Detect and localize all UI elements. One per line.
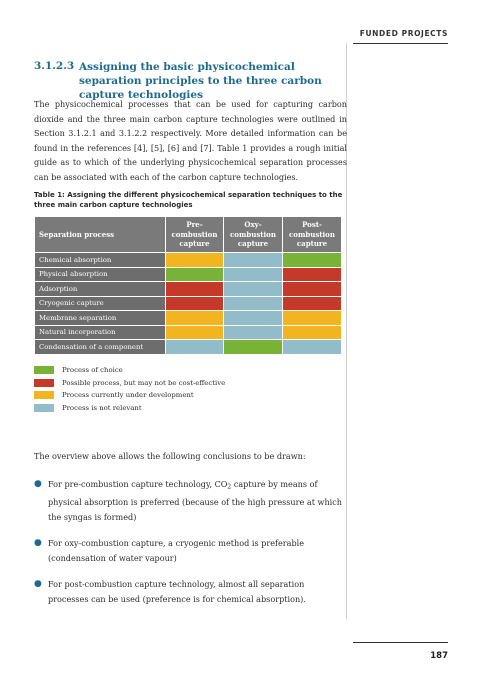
conclusions-intro: The overview above allows the following conclusions to be drawn:: [34, 451, 306, 461]
rating-cell: [224, 253, 283, 268]
row-label: Physical absorption: [35, 267, 166, 282]
rating-cell: [283, 340, 342, 355]
table-row: [35, 325, 342, 340]
table-caption: Table 1: Assigning the different physicochemical separation techniques to the three main carbon capture technologies: [34, 191, 343, 209]
bullet-icon: ●: [34, 579, 42, 589]
table-row: [35, 253, 342, 268]
rating-cell: [166, 253, 224, 268]
row-label: Chemical absorption: [35, 253, 166, 268]
legend: [34, 364, 225, 414]
conclusions-list: [34, 477, 347, 618]
rating-cell: [224, 340, 283, 355]
rating-cell: [166, 267, 224, 282]
table-row: [35, 340, 342, 355]
bullet-text-part: capture by means of physical absorption is preferred (because of the high pressure at which the syngas is formed): [48, 479, 343, 522]
rating-cell: [224, 311, 283, 326]
bullet-icon: ●: [34, 479, 42, 489]
row-label: Natural incorporation: [35, 325, 166, 340]
bullet-text: For post-combustion capture technology, almost all separation processes can be used (preference is for chemical absorption).: [48, 579, 306, 604]
row-label: Membrane separation: [35, 311, 166, 326]
header-line: combustion: [230, 229, 276, 239]
header-post-combustion: [283, 217, 342, 253]
legend-label: Process currently under development: [62, 391, 194, 400]
running-header: FUNDED PROJECTS: [359, 29, 448, 38]
table-header-row: [35, 217, 342, 253]
header-line: combustion: [289, 229, 335, 239]
rating-cell: [166, 311, 224, 326]
footer-rule: [353, 642, 448, 643]
header-separation-process: Separation process: [35, 217, 166, 253]
legend-item: [34, 364, 225, 377]
row-label: Condensation of a component: [35, 340, 166, 355]
header-line: Post-: [302, 220, 322, 230]
legend-swatch: [34, 379, 54, 387]
legend-label: Possible process, but may not be cost-effective: [62, 378, 226, 387]
list-item: [34, 536, 347, 565]
rating-cell: [224, 325, 283, 340]
legend-item: [34, 402, 225, 415]
page-number: 187: [430, 651, 448, 661]
section-title: Assigning the basic physicochemical separation principles to the three carbon capture technologies: [79, 61, 322, 101]
co2-subscript: 2: [227, 483, 232, 491]
header-rule: [353, 43, 448, 44]
rating-cell: [283, 325, 342, 340]
rating-cell: [283, 282, 342, 297]
table-row: [35, 282, 342, 297]
rating-cell: [224, 267, 283, 282]
rating-cell: [283, 296, 342, 311]
section-number: 3.1.2.3: [34, 60, 75, 72]
table-row: [35, 267, 342, 282]
intro-paragraph: The physicochemical processes that can be used for capturing carbon dioxide and the three main carbon capture technologies were outlined in Section 3.1.2.1 and 3.1.2.2 respectively. More detailed information can be found in the references [4], [5], [6] and [7]. Table 1 provides a rough initial guide as to which of the underlying physicochemical separation processes can be associated with each of the carbon capture technologies.: [34, 99, 347, 182]
rating-cell: [283, 311, 342, 326]
header-line: capture: [237, 239, 269, 249]
rating-cell: [166, 340, 224, 355]
table-row: [35, 311, 342, 326]
legend-item: [34, 377, 225, 390]
bullet-text-part: For pre-combustion capture technology, CO: [48, 479, 228, 489]
row-label: Cryogenic capture: [35, 296, 166, 311]
header-line: Oxy-: [244, 220, 262, 230]
row-label: Adsorption: [35, 282, 166, 297]
header-line: Pre-: [186, 220, 203, 230]
header-line: capture: [179, 239, 210, 249]
rating-cell: [224, 296, 283, 311]
legend-item: [34, 389, 225, 402]
rating-cell: [166, 282, 224, 297]
table-row: [35, 296, 342, 311]
header-oxy-combustion: [224, 217, 283, 253]
legend-label: Process is not relevant: [62, 403, 142, 412]
bullet-icon: ●: [34, 538, 42, 548]
separation-table: [34, 216, 342, 355]
rating-cell: [166, 325, 224, 340]
legend-swatch: [34, 391, 54, 399]
header-line: capture: [296, 239, 328, 249]
header-line: combustion: [171, 229, 218, 239]
rating-cell: [283, 253, 342, 268]
rating-cell: [166, 296, 224, 311]
legend-label: Process of choice: [62, 366, 123, 375]
header-pre-combustion: [166, 217, 224, 253]
bullet-text: [48, 477, 347, 524]
list-item: [34, 577, 347, 606]
legend-swatch: [34, 366, 54, 374]
legend-swatch: [34, 404, 54, 412]
list-item: [34, 477, 347, 524]
bullet-text: For oxy-combustion capture, a cryogenic method is preferable (condensation of water vapour): [48, 538, 305, 563]
rating-cell: [283, 267, 342, 282]
rating-cell: [224, 282, 283, 297]
